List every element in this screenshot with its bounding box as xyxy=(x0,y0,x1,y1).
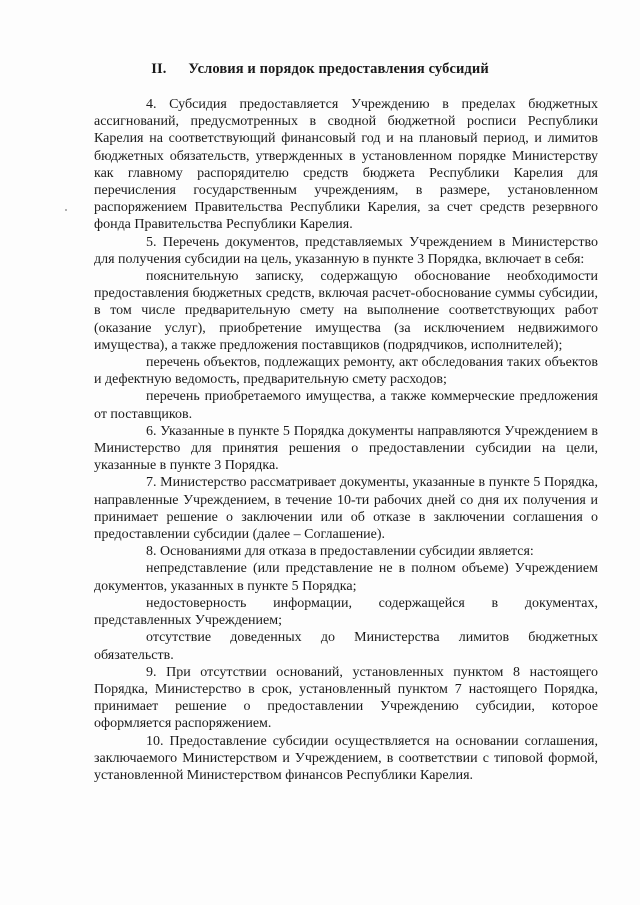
paragraph-5-item-2: перечень объектов, подлежащих ремонту, акт обследования таких объектов и дефектную ведомость, предварительную смету расходов; xyxy=(94,355,598,388)
section-number: II. xyxy=(151,61,167,77)
section-title: Условия и порядок предоставления субсидий xyxy=(188,61,489,77)
paragraph-6: 6. Указанные в пункте 5 Порядка документы направляются Учреждением в Министерство для принятия решения о предоставлении субсидии на цели, указанные в пункте 3 Порядка. xyxy=(94,423,598,474)
paragraph-8: 8. Основаниями для отказа в предоставлении субсидии является: xyxy=(146,544,534,560)
scan-speck xyxy=(65,209,67,211)
paragraph-9: 9. При отсутствии оснований, установленных пунктом 8 настоящего Порядка, Министерство в срок, установленный пунктом 7 настоящего Порядка, принимает решение о предоставлении Учреждению субсидии, которое оформляется распоряжением. xyxy=(94,664,598,732)
paragraph-5-item-1: пояснительную записку, содержащую обоснование необходимости предоставления бюджетных средств, включая расчет-обоснование суммы субсидии, в том числе предварительную смету на выполнение соответствующих работ (оказание услуг), приобретение имущества (за исключением недвижимого имущества), а также предложения поставщиков (подрядчиков, исполнителей); xyxy=(94,269,598,353)
section-heading xyxy=(0,61,640,78)
document-body xyxy=(94,96,598,784)
paragraph-8-item-3: отсутствие доведенных до Министерства лимитов бюджетных обязательств. xyxy=(94,630,598,663)
paragraph-8-item-1: непредставление (или представление не в полном объеме) Учреждением документов, указанных в пункте 5 Порядка; xyxy=(94,561,598,594)
paragraph-10: 10. Предоставление субсидии осуществляется на основании соглашения, заключаемого Министерством и Учреждением, в соответствии с типовой формой, установленной Министерством финансов Республики Карелия. xyxy=(94,733,598,783)
paragraph-4: 4. Субсидия предоставляется Учреждению в пределах бюджетных ассигнований, предусмотренных в сводной бюджетной росписи Республики Карелия на соответствующий финансовый год и на плановый период, и лимитов бюджетных обязательств, утвержденных в установленном порядке Министерству как главному распорядителю средств бюджета Республики Карелия для перечисления государственным учреждениям, в размере, установленном распоряжением Правительства Республики Карелия, за счет средств резервного фонда Правительства Республики Карелия. xyxy=(94,97,598,233)
paragraph-7: 7. Министерство рассматривает документы, указанные в пункте 5 Порядка, направленные Учреждением, в течение 10-ти рабочих дней со дня их получения и принимает решение о заключении или об отказе в заключении соглашения о предоставлении субсидии (далее – Соглашение). xyxy=(94,475,598,543)
paragraph-5-item-3: перечень приобретаемого имущества, а также коммерческие предложения от поставщиков. xyxy=(94,389,598,422)
paragraph-5: 5. Перечень документов, представляемых Учреждением в Министерство для получения субсидии на цель, указанную в пункте 3 Порядка, включает в себя: xyxy=(94,234,598,267)
paragraph-8-item-2: недостоверность информации, содержащейся в документах, представленных Учреждением; xyxy=(94,595,598,629)
